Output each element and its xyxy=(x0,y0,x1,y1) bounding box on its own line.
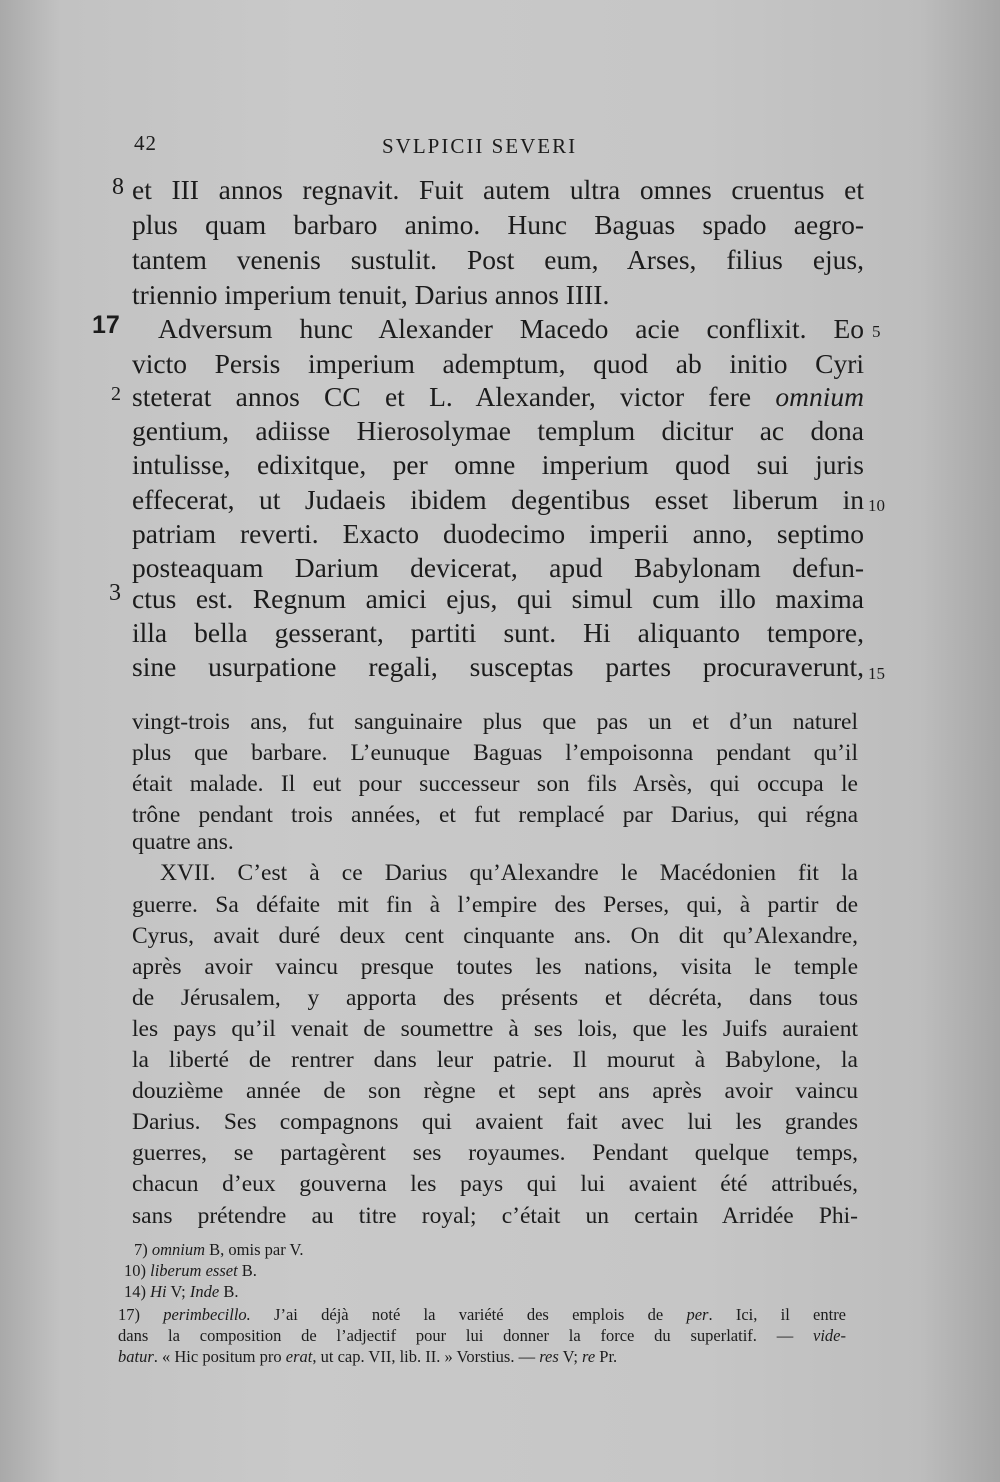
latin-line-8: gentium, adiisse Hierosolymae templum dicitur ac dona xyxy=(132,415,864,446)
french-line-14: Darius. Ses compagnons qui avaient fait avec lui les grandes xyxy=(132,1109,858,1135)
line-number-10: 10 xyxy=(868,496,885,515)
line-number-15: 15 xyxy=(868,664,885,683)
french-line-12: la liberté de rentrer dans leur patrie. Il mourut à Babylone, la xyxy=(132,1047,858,1073)
footnote-7: 7) omnium B, omis par V. xyxy=(134,1240,304,1259)
french-line-7: guerre. Sa défaite mit fin à l’empire des Perses, qui, à partir de xyxy=(132,892,858,918)
italic-omnium: omnium xyxy=(775,381,864,412)
latin-line-2: plus quam barbaro animo. Hunc Baguas spado aegro- xyxy=(132,209,864,240)
latin-line-13: ctus est. Regnum amici ejus, qui simul cum illo maxima xyxy=(132,583,864,614)
french-line-9: après avoir vaincu presque toutes les nations, visita le temple xyxy=(132,954,858,980)
footnote-10: 10) liberum esset B. xyxy=(124,1261,257,1280)
french-line-11: les pays qu’il venait de soumettre à ses lois, que les Juifs auraient xyxy=(132,1016,858,1042)
section-marker-2: 2 xyxy=(111,383,121,405)
footnote-17-line-1: 17) perimbecillo. J’ai déjà noté la variété des emplois de per. Ici, il entre xyxy=(118,1305,847,1324)
latin-line-3: tantem venenis sustulit. Post eum, Arses, filius ejus, xyxy=(132,244,864,275)
chapter-number-17: 17 xyxy=(92,311,120,339)
footnote-17-line-2: dans la composition de l’adjectif pour lui donner la force du superlatif. — vide- xyxy=(118,1326,846,1345)
french-line-5: quatre ans. xyxy=(132,829,234,855)
latin-line-14: illa bella gesserant, partiti sunt. Hi aliquanto tempore, xyxy=(132,617,864,648)
french-line-4: trône pendant trois années, et fut remplacé par Darius, qui régna xyxy=(132,802,858,828)
footnote-14: 14) Hi V; Inde B. xyxy=(124,1282,239,1301)
page-number: 42 xyxy=(134,131,157,155)
latin-line-10: effecerat, ut Judaeis ibidem degentibus esset liberum in xyxy=(132,484,864,515)
french-line-2: plus que barbare. L’eunuque Baguas l’empoisonna pendant qu’il xyxy=(132,740,858,766)
latin-line-12: posteaquam Darium devicerat, apud Babylonam defun- xyxy=(132,552,864,583)
french-line-17: sans prétendre au titre royal; c’était un certain Arridée Phi- xyxy=(132,1203,858,1229)
french-line-16: chacun d’eux gouverna les pays qui lui avaient été attribués, xyxy=(132,1171,858,1197)
section-marker-8: 8 xyxy=(112,174,124,200)
french-line-15: guerres, se partagèrent ses royaumes. Pendant quelque temps, xyxy=(132,1140,858,1166)
french-line-6: XVII. C’est à ce Darius qu’Alexandre le Macédonien fit la xyxy=(160,860,858,886)
line-number-5: 5 xyxy=(872,322,881,341)
french-line-3: était malade. Il eut pour successeur son fils Arsès, qui occupa le xyxy=(132,771,858,797)
section-marker-3: 3 xyxy=(109,580,121,606)
latin-line-11: patriam reverti. Exacto duodecimo imperii anno, septimo xyxy=(132,518,864,549)
latin-line-9: intulisse, edixitque, per omne imperium quod sui juris xyxy=(132,449,864,480)
french-line-8: Cyrus, avait duré deux cent cinquante ans. On dit qu’Alexandre, xyxy=(132,923,858,949)
french-line-13: douzième année de son règne et sept ans après avoir vaincu xyxy=(132,1078,858,1104)
french-line-1: vingt-trois ans, fut sanguinaire plus que pas un et d’un naturel xyxy=(132,709,858,735)
latin-line-6: victo Persis imperium ademptum, quod ab initio Cyri xyxy=(132,348,864,379)
latin-line-15: sine usurpatione regali, susceptas partes procuraverunt, xyxy=(132,651,864,682)
latin-line-4: triennio imperium tenuit, Darius annos IIII. xyxy=(132,279,610,310)
footnote-17-line-3: batur. « Hic positum pro erat, ut cap. VII, lib. II. » Vorstius. — res V; re Pr. xyxy=(118,1347,618,1366)
latin-line-7: steterat annos CC et L. Alexander, victor fere omnium xyxy=(132,381,864,412)
french-line-10: de Jérusalem, y apporta des présents et décréta, dans tous xyxy=(132,985,858,1011)
latin-line-1: et III annos regnavit. Fuit autem ultra omnes cruentus et xyxy=(132,174,864,205)
running-title: SVLPICII SEVERI xyxy=(382,134,578,158)
latin-line-5: Adversum hunc Alexander Macedo acie conflixit. Eo xyxy=(158,313,864,344)
